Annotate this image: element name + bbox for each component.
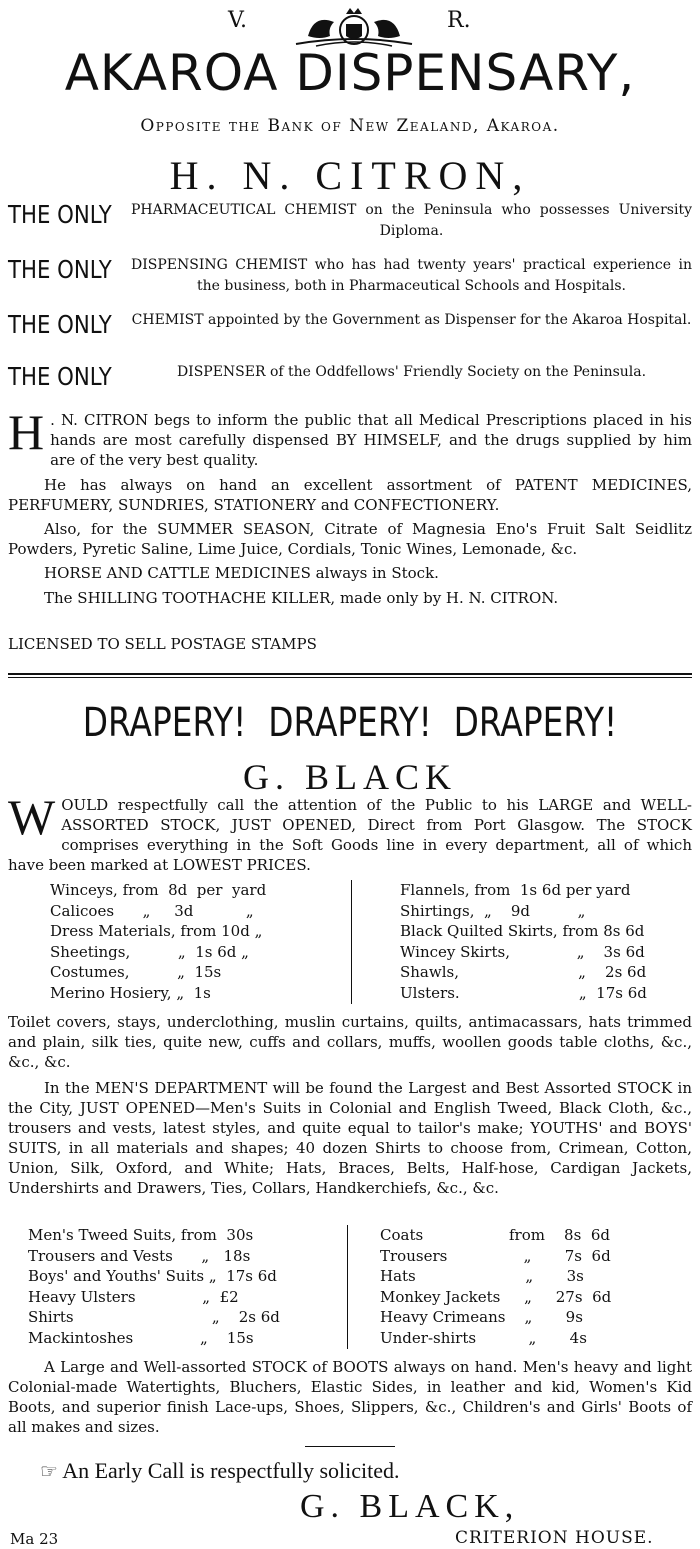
drapery-proprietor: G. BLACK (242, 757, 457, 797)
criterion-house: CRITERION HOUSE. (455, 1528, 654, 1548)
column-divider (347, 1225, 348, 1349)
boots-paragraph: A Large and Well-assorted STOCK of BOOTS always on hand. Men's heavy and light Colonial-made Watertights, Bluchers, Elastic Sides, in leather and kid, Women's Kid Boots, and superior finish Lace-ups, Shoes, Slippers, &c., Children's and Girls' Boots of all makes and sizes. (8, 1358, 692, 1436)
only-text: DISPENSING CHEMIST who has had twenty years' practical experience in the business, both in Pharmaceutical Schools and Hospitals. (131, 257, 692, 294)
horse-cattle-line: HORSE AND CATTLE MEDICINES always in Stock. (44, 564, 439, 582)
postage-stamps-line: LICENSED TO SELL POSTAGE STAMPS (8, 635, 317, 653)
toilet-paragraph: Toilet covers, stays, underclothing, muslin curtains, quilts, antimacassars, hats trimmed and plain, silk ties, quite new, cuffs and collars, muffs, woollen goods table cloths, &c., &c., &c. (8, 1013, 692, 1071)
drop-cap: H (8, 404, 45, 460)
mens-list-left: Men's Tweed Suits, from 30s Trousers and Vests „ 18s Boys' and Youths' Suits „ 17s 6d Heavy Ulsters „ £2 Shirts „ 2s 6d Mackintoshes „ 15s (28, 1226, 280, 1347)
column-divider (351, 880, 352, 1004)
drapery-list-right: Flannels, from 1s 6d per yard Shirtings, „ 9d „ Black Quilted Skirts, from 8s 6d Wincey Skirts, „ 3s 6d Shawls, „ 2s 6d Ulsters. „ 17s 6d (400, 881, 647, 1002)
drop-cap: W (8, 789, 56, 845)
only-label: THE ONLY (8, 310, 112, 339)
r-letter: R. (447, 8, 471, 33)
only-label: THE ONLY (8, 255, 112, 284)
date-code: Ma 23 (10, 1530, 59, 1548)
paragraph-text: . N. CITRON begs to inform the public that all Medical Prescriptions placed in his hands are most carefully dispensed BY HIMSELF, and the drugs supplied by him are of the very best quality. (50, 411, 692, 469)
drapery-headline: DRAPERY! DRAPERY! DRAPERY! (82, 700, 618, 746)
toothache-line: The SHILLING TOOTHACHE KILLER, made only by H. N. CITRON. (44, 589, 559, 607)
dispensary-title: AKAROA DISPENSARY, (64, 44, 636, 102)
early-call-text: An Early Call is respectfully solicited. (62, 1458, 400, 1483)
v-letter: V. (228, 8, 248, 33)
royal-header (0, 6, 700, 46)
citron-paragraph (8, 404, 692, 470)
royal-coat-of-arms-icon (286, 6, 422, 48)
section-divider (8, 677, 692, 678)
early-call-line (40, 1458, 400, 1484)
only-text: DISPENSER of the Oddfellows' Friendly Society on the Peninsula. (176, 364, 647, 380)
section-divider (8, 673, 692, 675)
drapery-intro (8, 789, 692, 875)
drapery-list-left: Winceys, from 8d per yard Calicoes „ 3d „ Dress Materials, from 10d „ Sheetings, „ 1s 6d „ Costumes, „ 15s Merino Hosiery, „ 1s (50, 881, 267, 1002)
pointing-hand-icon: ☞ (40, 1461, 58, 1483)
mens-department-paragraph: In the MEN'S DEPARTMENT will be found the Largest and Best Assorted STOCK in the City, JUST OPENED—Men's Suits in Colonial and English Tweed, Black Cloth, &c., trousers and vests, latest styles, and quite equal to tailor's make; YOUTHS' and BOYS' SUITS, in all materials and shapes; 40 dozen Shirts to choose from, Crimean, Cotton, Union, Silk, Oxford, and White; Hats, Braces, Belts, Half-hose, Cardigan Jackets, Undershirts and Drawers, Ties, Collars, Handkerchiefs, &c., &c. (8, 1079, 692, 1197)
paragraph-text: OULD respectfully call the attention of the Public to his LARGE and WELL-ASSORTED STOCK, JUST OPENED, Direct from Port Glasgow. The STOCK comprises everything in the Soft Goods line in every department, all of which have been marked at LOWEST PRICES. (8, 796, 692, 874)
proprietor-name: H. N. CITRON, (169, 153, 531, 198)
only-text: PHARMACEUTICAL CHEMIST on the Peninsula who possesses University Diploma. (131, 202, 692, 239)
signature: G. BLACK, (300, 1488, 520, 1525)
only-text: CHEMIST appointed by the Government as Dispenser for the Akaroa Hospital. (131, 312, 692, 328)
dispensary-subtitle: Opposite the Bank of New Zealand, Akaroa. (140, 116, 560, 136)
only-label: THE ONLY (8, 362, 112, 391)
short-divider (305, 1446, 395, 1447)
summer-paragraph: Also, for the SUMMER SEASON, Citrate of Magnesia Eno's Fruit Salt Seidlitz Powders, Pyretic Saline, Lime Juice, Cordials, Tonic Wines, Lemonade, &c. (8, 520, 692, 558)
assortment-paragraph: He has always on hand an excellent assortment of PATENT MEDICINES, PERFUMERY, SUNDRIES, STATIONERY and CONFECTIONERY. (8, 476, 692, 514)
mens-list-right: Coats from 8s 6d Trousers „ 7s 6d Hats „ 3s Monkey Jackets „ 27s 6d Heavy Crimeans „ 9s Under-shirts „ 4s (380, 1226, 612, 1347)
only-label: THE ONLY (8, 200, 112, 229)
